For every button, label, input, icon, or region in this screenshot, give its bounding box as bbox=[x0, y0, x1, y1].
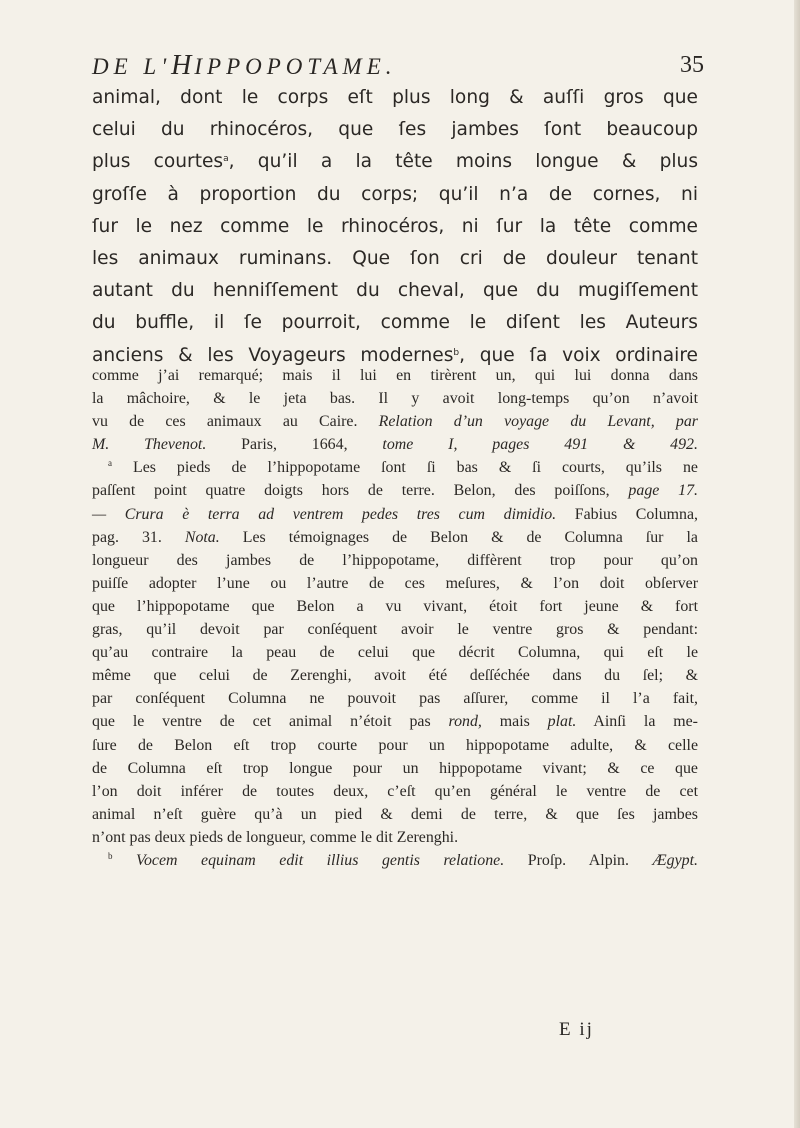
footnote-ref-b: b bbox=[453, 347, 460, 358]
running-head: DE L'HIPPOPOTAME. bbox=[92, 50, 397, 81]
main-text bbox=[92, 82, 698, 372]
text-line: les animaux ruminans. Que ſon cri de douleur tenant bbox=[92, 248, 698, 270]
footnote-b-line: $^b$ Vocem equinam edit illius gentis relatione. Proſp. Alpin. Ægypt. bbox=[108, 850, 698, 869]
footnote-line: que le ventre de cet animal n’étoit pas rond, mais plat. Ainſi la me- bbox=[92, 713, 698, 731]
footnote-line: puiſſe adopter l’une ou l’autre de ces meſures, & l’on doit obſerver bbox=[92, 574, 698, 592]
footnote-line: gras, qu’il devoit par conſéquent avoir le ventre gros & pendant: bbox=[92, 621, 698, 639]
footnote-line: longueur des jambes de l’hippopotame, diffèrent trop pour qu’on bbox=[92, 551, 698, 569]
signature-mark: E ij bbox=[559, 1019, 594, 1040]
footnote-line: pag. 31. Nota. Les témoignages de Belon & de Columna ſur la bbox=[92, 528, 698, 546]
footnote-line: animal n’eſt guère qu’à un pied & demi de terre, & que ſes jambes bbox=[92, 805, 698, 823]
page-number: 35 bbox=[680, 52, 704, 78]
footnote-mark-b: b bbox=[108, 850, 113, 861]
footnote-line: la mâchoire, & le jeta bas. Il y avoit long-temps qu’on n’avoit bbox=[92, 390, 698, 408]
footnote-line: de Columna eſt trop longue pour un hippopotame vivant; & ce que bbox=[92, 759, 698, 777]
footnotes bbox=[92, 364, 698, 872]
footnote-line: qu’au contraire la peau de celui que décrit Columna, qui eſt le bbox=[92, 644, 698, 662]
text-line: autant du henniſſement du cheval, que du mugiſſement bbox=[92, 280, 698, 302]
text-line: celui du rhinocéros, que ſes jambes ſont beaucoup bbox=[92, 119, 698, 141]
footnote-line: par conſéquent Columna ne pouvoit pas aſſurer, comme il l’a fait, bbox=[92, 690, 698, 708]
footnote-line: même que celui de Zerenghi, avoit été deſſéchée dans du ſel; & bbox=[92, 667, 698, 685]
footnote-line: paſſent point quatre doigts hors de terre. Belon, des poiſſons, page 17. bbox=[92, 482, 698, 500]
footnote-line: l’on doit inférer de toutes deux, c’eſt qu’en général le ventre de cet bbox=[92, 782, 698, 800]
footnote-a-line: $^a$ Les pieds de l’hippopotame ſont ſi bas & ſi courts, qu’ils ne bbox=[108, 458, 698, 477]
footnote-line: — Crura è terra ad ventrem pedes tres cum dimidio. Fabius Columna, bbox=[92, 505, 698, 523]
text-line: anciens & les Voyageurs modernes$^b$, que ſa voix ordinaire bbox=[92, 344, 698, 366]
text-line: animal, dont le corps eſt plus long & auſſi gros que bbox=[92, 87, 698, 108]
footnote-line: n’ont pas deux pieds de longueur, comme le dit Zerenghi. bbox=[92, 828, 459, 846]
footnote-line: que l’hippopotame que Belon a vu vivant, étoit fort jeune & fort bbox=[92, 597, 698, 615]
text-line: plus courtes$^a$, qu’il a la tête moins longue & plus bbox=[92, 151, 699, 173]
footnote-mark-a: a bbox=[108, 458, 112, 469]
footnote-ref-a: a bbox=[223, 154, 229, 165]
footnote-line: ſure de Belon eſt trop courte pour un hippopotame adulte, & celle bbox=[92, 736, 698, 754]
footnote-line: M. Thevenot. Paris, 1664, tome I, pages 491 & 492. bbox=[92, 436, 698, 454]
footnote-line: comme j’ai remarqué; mais il lui en tirèrent un, qui lui donna dans bbox=[92, 367, 698, 384]
text-line: ſur le nez comme le rhinocéros, ni ſur la tête comme bbox=[92, 215, 698, 237]
footnote-line: vu de ces animaux au Caire. Relation d’un voyage du Levant, par bbox=[92, 413, 698, 431]
page-edge bbox=[794, 0, 800, 1128]
text-line: groſſe à proportion du corps; qu’il n’a de cornes, ni bbox=[92, 183, 698, 205]
text-line: du buffle, il ſe pourroit, comme le diſent les Auteurs bbox=[92, 312, 698, 334]
